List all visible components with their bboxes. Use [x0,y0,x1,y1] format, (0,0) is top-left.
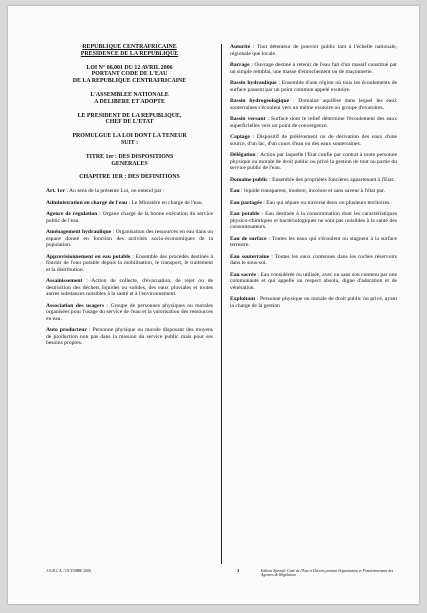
promulgue-line-1: PROMULGUE LA LOI DONT LA TENEUR [72,133,187,140]
definition-term: Aménagement hydraulique [46,229,112,236]
definition-term: Eau potable [230,211,260,217]
definition-text: : Toutes les eaux contenues dans les roches réservoirs dans le sous-sol. [230,253,397,266]
definition-term: Eau souterraine [230,253,270,260]
definition-text: : liquide transparent, inodore, incolore et sans saveur à l'état pur. [241,188,386,194]
definition-text: : Au sens de la présente Loi, on entend par : [66,188,165,195]
definition-text: : Domaine aquifère dans lequel les eaux souterraines s'écoulent vers un même exutoire ou groupe d'exutoires. [230,98,397,111]
definition-entry [230,211,397,231]
definition-term: Autorité [230,44,251,50]
definition-entry [230,62,397,75]
definition-text: : Le Ministère en charge de l'eau. [128,199,203,206]
definition-text: : Ensemble des propriétés foncières appartenant à l'Etat. [269,176,395,183]
definition-term: Auto producteur [46,327,87,334]
definition-text: : Personne physique ou morale de droit public ou privé, ayant la charge de la gestion [230,296,397,309]
definition-term: Bassin versant [230,116,266,122]
definition-term: Approvisionnement en eau potable [46,253,131,260]
definition-text: : Action de collecte, d'évacuation, de rejet ou de destruction des déchets liquides ou solides, des eaux pluviales et toutes autres substances nuisibles à la santé et à l'environnement. [46,278,213,298]
definition-term: Eau de surface [230,235,267,242]
definition-term: Art. 1er [46,188,65,195]
document-page [8,6,419,604]
definition-term: Domaine public [230,176,268,183]
definition-entry [46,200,213,207]
definition-text: : Tout détenteur de pouvoir public tant à l'échelle nationale, régionale que locale. [230,44,397,57]
chapitre-title: CHAPITRE 1ER : DES DEFINITIONS [79,174,180,181]
definition-entry [230,44,397,57]
president-line-1: LE PRESIDENT DE LA REPUBLIQUE, [77,112,182,119]
definition-entry [46,188,213,195]
definition-text: : Organe chargé de la bonne exécution du service public de l'eau. [46,211,213,224]
definition-entry [46,254,213,274]
definition-text: : Personne physique ou morale disposant des moyens de production non pas dans la mission du service public mais pour ses besoins propres. [46,327,213,347]
definition-entry [230,80,397,93]
definition-entry [46,211,213,224]
definition-entry [46,278,213,298]
titre-line-2: GENERALES [111,160,148,167]
definition-text: : Eau qui sépare ou traverse deux ou plusieurs territoires. [263,199,391,206]
titre-line-1: TITRE 1er : DES DISPOSITIONS [85,153,174,160]
definition-text: : Action par laquelle l'Etat confie par contrat à toute personne physique ou morale de droit public ou privé la gestion de tout ou partie du service public de l'eau. [230,152,397,171]
definition-entry [230,152,397,172]
assembly-line-2: A DELIBERE ET ADOPTE [94,98,165,105]
definition-entry [230,177,397,184]
definition-entry [46,327,213,347]
footer-edition: Edition Spéciale Code de l'Eau et Décrets portant Organisation et Fonctionnement des Agences de Régulation [261,569,394,578]
definition-entry [46,229,213,249]
definition-text: : Dispositif de prélèvement ou de dérivation des eaux d'une source, d'un lac, d'un cours d'eau ou des eaux souterraines. [230,134,397,147]
definition-term: Eau [230,188,240,194]
definition-text: : Ensemble des procédés destinés à fournir de l'eau potable depuis la mobilisation, le transport, le traitement et la distribution. [46,253,213,273]
definition-term: Bassin hydrogéologique [230,98,290,104]
definition-text: : Toutes les eaux qui s'écoulent ou stagnent à la surface terrestre. [230,235,397,248]
definition-entry [230,98,397,111]
promulgue-line-2: SUIT : [120,139,139,146]
definition-term: Agence de régulation [46,211,98,218]
definition-term: Eau partagée [230,199,262,206]
definition-entry [230,200,397,207]
law-title-2: PORTANT CODE DE L'EAU [91,71,168,78]
law-title-1: LOI N° 06.001 DU 12 AVRIL 2006 [86,64,173,71]
definition-text: : Eau considérée ou utilisée, avec ou sans son contenu par une communauté et qui appelle un respect absolu, digne d'adoration et de vénération. [230,271,397,291]
definition-entry [230,134,397,147]
president-line-2: CHEF DE L'ETAT [105,119,154,126]
definition-entry [230,296,397,309]
left-column [46,44,213,352]
definition-term: Exploitant [230,296,256,302]
definition-entry [230,116,397,129]
definition-text: : Surface dont le relief détermine l'écoulement des eaux superficielles vers un point de convergence. [230,116,398,129]
definition-term: Captage [230,134,250,140]
definition-entry [230,272,397,292]
definition-term: Délégation [230,152,256,158]
definition-term: Administration en charge de l'eau [46,199,128,206]
footer-journal: J.O.R.C.A. / OCTOBRE 2006 [46,569,91,573]
definition-term: Association des usagers [46,302,105,309]
page-number: 3 [237,568,240,573]
assembly-line-1: L'ASSEMBLEE NATIONALE [90,91,169,98]
definition-entry [230,236,397,249]
republic-title: REPUBLIQUE CENTRAFRICAINE [82,44,177,50]
definition-text: : Groupe de personnes physiques ou morales organisées pour l'usage du service de l'eau et la valorisation des ressources en eau. [46,302,213,322]
definition-text: : Ouvrage destiné à retenir de l'eau fait d'un massif constitué par un simple remblai, une masse d'enrochement ou de maçonnerie. [230,62,397,75]
definition-text: : Organisation des ressources en eau dans un espace donné en fonction des activités socio-économiques de la population. [46,229,213,249]
definition-entry [230,188,397,195]
definition-term: Bassin hydraulique [230,80,277,86]
definition-term: Eau sacrée [230,271,257,278]
right-column [230,44,397,314]
definition-entry [230,254,397,267]
definition-text: : Ensemble d'une région où tous les écoulements de surface passent par un point commun appelé exutoire. [230,80,397,93]
definition-term: Barrage [230,62,250,68]
definition-text: : Eau destinée à la consommation dont les caractéristiques physico-chimiques et bactériologiques ne sont pas nuisibles à la santé des consommateurs. [230,211,397,230]
law-title-3: DE LA REPUBLIQUE CENTRAFRICAINE [72,78,187,85]
definition-term: Assainissement [46,278,83,285]
presidence-title: PRESIDENCE DE LA REPUBLIQUE [80,50,179,57]
definition-entry [46,303,213,323]
column-divider [221,44,222,564]
